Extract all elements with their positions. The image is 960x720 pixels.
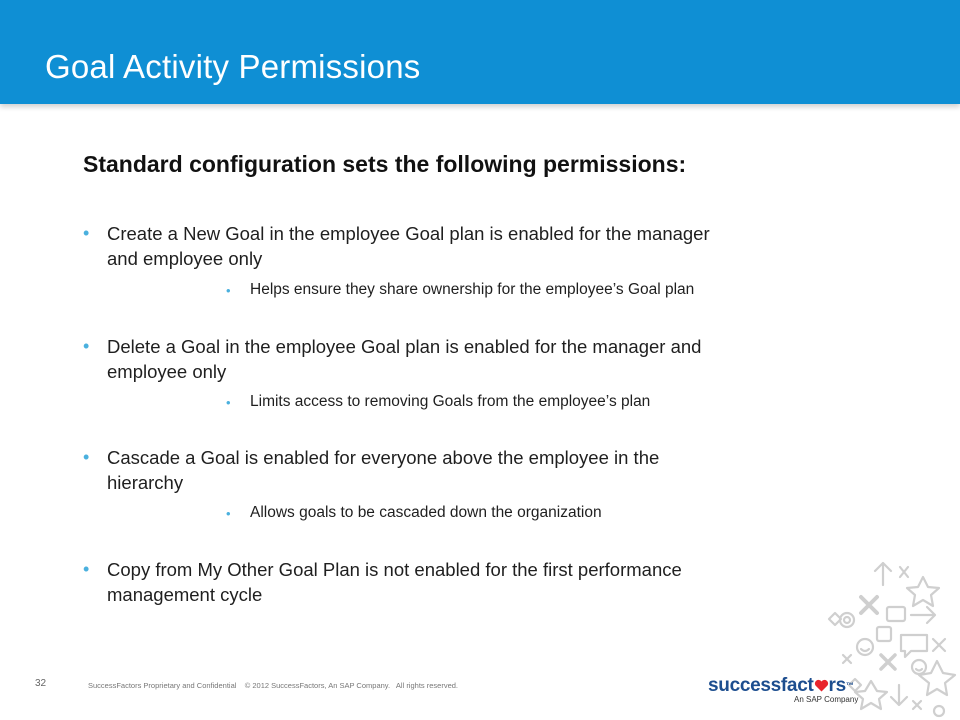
sub-bullet-item <box>226 503 910 523</box>
sub-bullet-dot-icon: • <box>226 506 231 521</box>
bullet-line: Delete a Goal in the employee Goal plan is enabled for the manager and <box>107 336 702 357</box>
cross-icon <box>913 701 921 709</box>
bullet-line: management cycle <box>107 584 263 605</box>
successfactors-logo <box>708 675 859 704</box>
sub-bullet-text: Limits access to removing Goals from the employee’s plan <box>250 393 651 410</box>
star-icon <box>919 661 955 695</box>
logo-heart-icon <box>814 679 829 692</box>
bullet-dot-icon: • <box>83 223 90 243</box>
cross-icon <box>933 639 945 651</box>
bullet-line: Create a New Goal in the employee Goal plan is enabled for the manager <box>107 223 710 244</box>
bullet-item-copy-goal-plan <box>83 557 907 607</box>
arrow-right-icon <box>911 607 935 623</box>
target-icon <box>840 613 854 627</box>
bullet-dot-icon: • <box>83 336 90 356</box>
bullet-item-create-goal <box>83 221 907 271</box>
bullet-line: Cascade a Goal is enabled for everyone above the employee in the <box>107 447 660 468</box>
cross-icon <box>900 567 908 577</box>
circle-icon <box>934 706 944 716</box>
logo-text-part: successfact <box>708 675 814 696</box>
slide-title: Goal Activity Permissions <box>45 48 421 85</box>
square-icon <box>877 627 891 641</box>
large-cross-icon <box>861 597 877 613</box>
sub-bullet-item <box>226 392 910 412</box>
bullet-dot-icon: • <box>83 559 90 579</box>
page-number: 32 <box>35 678 47 689</box>
sub-bullet-text: Helps ensure they share ownership for the employee’s Goal plan <box>250 281 695 298</box>
sub-bullet-dot-icon: • <box>226 283 231 298</box>
bullet-dot-icon: • <box>83 447 90 467</box>
slide-subheading: Standard configuration sets the following permissions: <box>83 151 687 177</box>
footer-legal-text: SuccessFactors Proprietary and Confidential © 2012 SuccessFactors, An SAP Company. All rights reserved. <box>88 681 459 690</box>
bullet-item-delete-goal <box>83 334 907 384</box>
large-cross-icon <box>881 655 895 669</box>
message-icon <box>901 635 927 657</box>
bullet-line: and employee only <box>107 248 263 269</box>
arrow-up-icon <box>875 563 891 585</box>
smile-icon <box>857 639 873 655</box>
bullet-line: hierarchy <box>107 472 184 493</box>
bullet-line: employee only <box>107 361 227 382</box>
logo-subtext: An SAP Company <box>794 695 859 704</box>
logo-trademark: ™ <box>845 681 854 690</box>
cross-icon <box>843 655 851 663</box>
logo-text-part: rs <box>828 675 846 696</box>
sub-bullet-dot-icon: • <box>226 395 231 410</box>
arrow-down-icon <box>891 685 907 705</box>
smile-icon <box>912 660 926 674</box>
sub-bullet-text: Allows goals to be cascaded down the organization <box>250 504 602 521</box>
bullet-item-cascade-goal <box>83 445 907 495</box>
bullet-line: Copy from My Other Goal Plan is not enabled for the first performance <box>107 559 682 580</box>
sub-bullet-item <box>226 280 910 300</box>
chat-bubble-icon <box>887 607 905 621</box>
logo-wordmark <box>708 676 858 696</box>
star-icon <box>907 577 939 606</box>
